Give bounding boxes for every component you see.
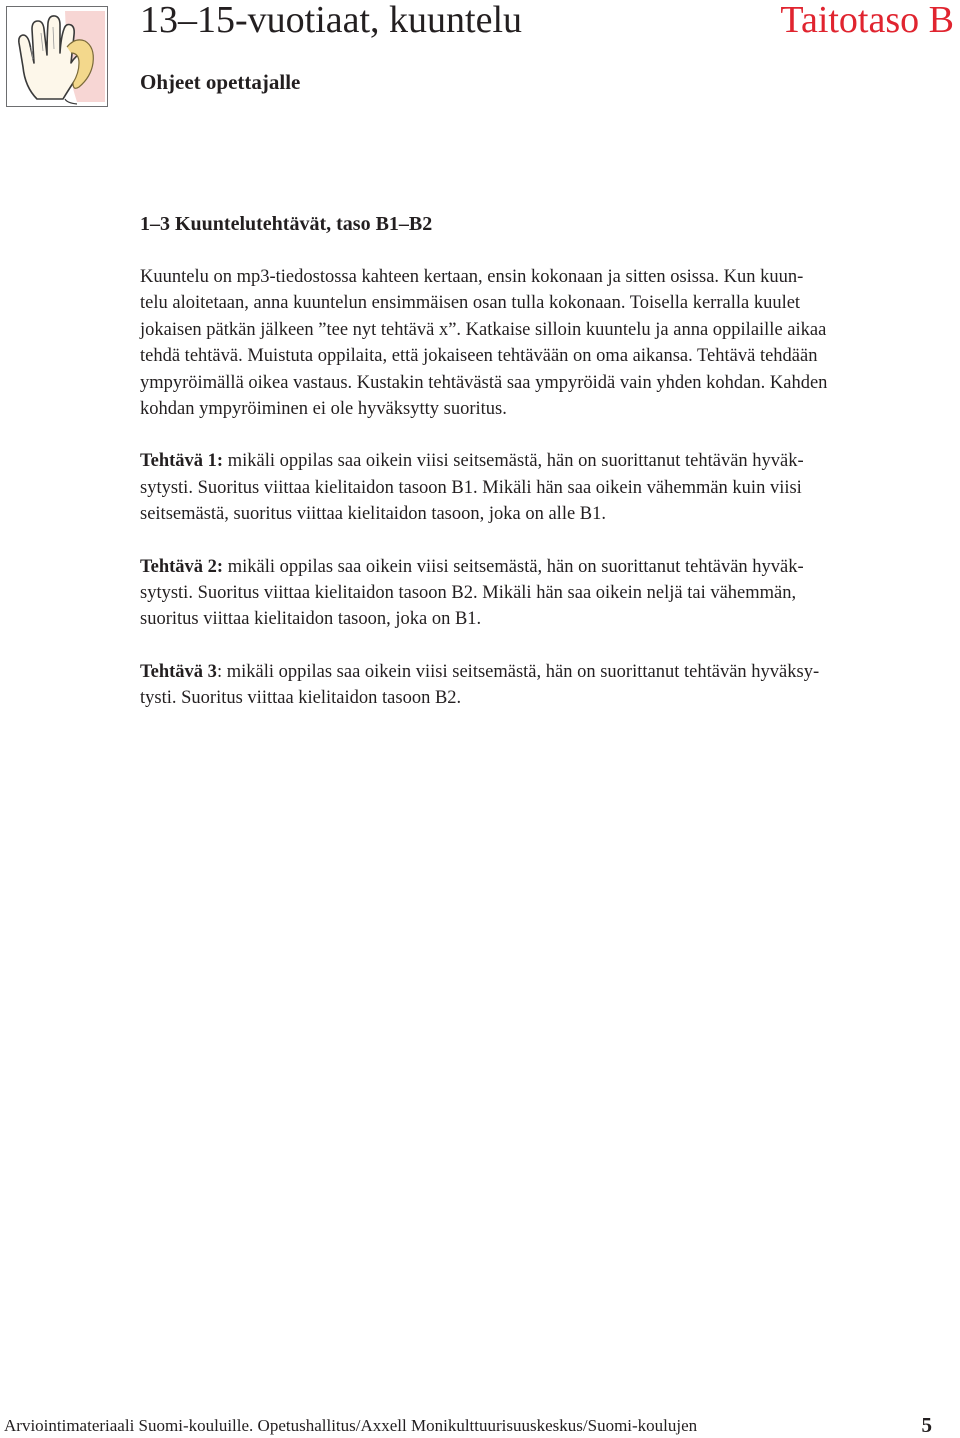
task-3-text: : mikäli oppilas saa oikein viisi seitsemästä, hän on suorittanut tehtävän hyväksy- (216, 661, 820, 682)
task-1-text: mikäli oppilas saa oikein viisi seitsemästä, hän on suorittanut tehtävän hyväk- (223, 451, 804, 472)
level-label: Taitotaso B (780, 0, 954, 41)
subtitle: Ohjeet opettajalle (140, 70, 301, 94)
task-3-line: tysti. Suoritus viittaa kielitaidon tasoon B2. (140, 688, 462, 709)
task-2-line: sytysti. Suoritus viittaa kielitaidon tasoon B2. Mikäli hän saa oikein neljä tai vähemmän, (140, 583, 797, 604)
intro-line: tehdä tehtävä. Muistuta oppilaita, että jokaiseen tehtävään on oma aikansa. Tehtävä tehdään (140, 346, 818, 367)
task-1-line: sytysti. Suoritus viittaa kielitaidon tasoon B1. Mikäli hän saa oikein vähemmän kuin viisi (140, 477, 802, 498)
document-title: 13–15-vuotiaat, kuuntelu (140, 0, 523, 41)
intro-line: ympyröimällä oikea vastaus. Kustakin tehtävästä saa ympyröidä vain yhden kohdan. Kahden (140, 372, 828, 393)
task-2-text: mikäli oppilas saa oikein viisi seitsemästä, hän on suorittanut tehtävän hyväk- (223, 556, 804, 577)
intro-line: kohdan ympyröiminen ei ole hyväksytty suoritus. (140, 399, 507, 420)
task-1-line (140, 448, 960, 474)
task-1-label: Tehtävä 1: (140, 451, 224, 472)
task-2-paragraph (140, 554, 960, 633)
task-3-paragraph (140, 659, 960, 712)
intro-paragraph (140, 264, 960, 422)
task-2-line: suoritus viittaa kielitaidon tasoon, joka on B1. (140, 609, 482, 630)
footer-text: Arviointimateriaali Suomi-kouluille. Opetushallitus/Axxell Monikulttuurisuuskeskus/Suomi-koulujen (4, 1416, 698, 1435)
task-1-paragraph (140, 448, 960, 527)
hand-ear-icon (6, 6, 108, 107)
section-heading: 1–3 Kuuntelutehtävät, taso B1–B2 (140, 213, 433, 235)
intro-line: Kuuntelu on mp3-tiedostossa kahteen kertaan, ensin kokonaan ja sitten osissa. Kun kuun- (140, 267, 804, 287)
intro-line: jokaisen pätkän jälkeen ”tee nyt tehtävä x”. Katkaise silloin kuuntelu ja anna oppilaille aikaa (140, 319, 827, 340)
task-3-line (140, 659, 960, 685)
page-number: 5 (921, 1413, 932, 1437)
task-2-label: Tehtävä 2: (140, 556, 224, 577)
task-1-line: seitsemästä, suoritus viittaa kielitaidon tasoon, joka on alle B1. (140, 504, 607, 525)
intro-line: telu aloitetaan, anna kuuntelun ensimmäisen osan tulla kokonaan. Toisella kerralla kuulet (140, 293, 801, 314)
task-3-label: Tehtävä 3 (140, 661, 217, 682)
task-2-line (140, 554, 960, 580)
instructions-body (140, 264, 960, 738)
